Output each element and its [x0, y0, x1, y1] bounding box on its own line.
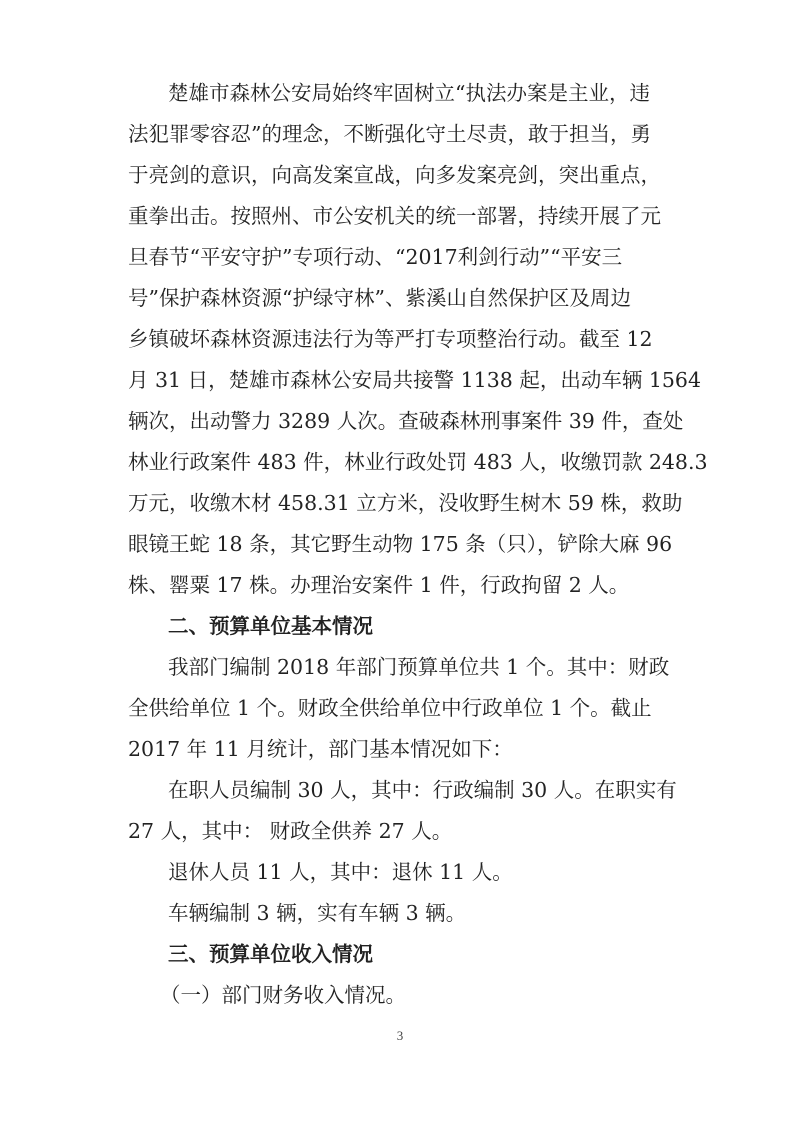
paragraph-line: 万元，收缴木材 458.31 立方米，没收野生树木 59 株，救助: [128, 491, 683, 515]
section-heading: 三、预算单位收入情况: [168, 942, 373, 966]
paragraph-line: 全供给单位 1 个。财政全供给单位中行政单位 1 个。截止: [128, 696, 652, 720]
paragraph-line: 27 人，其中： 财政全供养 27 人。: [128, 819, 453, 843]
paragraph-line: 株、罂粟 17 株。办理治安案件 1 件，行政拘留 2 人。: [128, 573, 630, 597]
paragraph-line: 月 31 日，楚雄市森林公安局共接警 1138 起，出动车辆 1564: [128, 368, 702, 392]
paragraph-line: 法犯罪零容忍”的理念，不断强化守土尽责，敢于担当，勇: [128, 122, 651, 146]
paragraph-line: 车辆编制 3 辆，实有车辆 3 辆。: [168, 901, 467, 925]
paragraph-line: 退休人员 11 人，其中：退休 11 人。: [168, 860, 513, 884]
paragraph-line: 乡镇破坏森林资源违法行为等严打专项整治行动。截至 12: [128, 327, 653, 351]
page-number: 3: [396, 1028, 404, 1043]
paragraph-line: 楚雄市森林公安局始终牢固树立“执法办案是主业，违: [168, 81, 650, 105]
paragraph-line: 重拳出击。按照州、市公安机关的统一部署，持续开展了元: [128, 204, 661, 228]
section-heading: 二、预算单位基本情况: [168, 614, 373, 638]
paragraph-line: （一）部门财务收入情况。: [160, 983, 406, 1007]
paragraph-line: 于亮剑的意识，向高发案宣战，向多发案亮剑，突出重点，: [128, 163, 661, 187]
paragraph-line: 号”保护森林资源“护绿守林”、紫溪山自然保护区及周边: [128, 286, 631, 310]
paragraph-line: 我部门编制 2018 年部门预算单位共 1 个。其中：财政: [168, 655, 670, 679]
paragraph-line: 辆次，出动警力 3289 人次。查破森林刑事案件 39 件，查处: [128, 409, 684, 433]
paragraph-line: 在职人员编制 30 人，其中：行政编制 30 人。在职实有: [168, 778, 677, 802]
paragraph-line: 2017 年 11 月统计，部门基本情况如下：: [128, 737, 513, 761]
paragraph-line: 眼镜王蛇 18 条，其它野生动物 175 条（只），铲除大麻 96: [128, 532, 673, 556]
paragraph-line: 旦春节“平安守护”专项行动、“2017利剑行动”“平安三: [128, 245, 623, 269]
paragraph-line: 林业行政案件 483 件，林业行政处罚 483 人，收缴罚款 248.3: [128, 450, 708, 474]
